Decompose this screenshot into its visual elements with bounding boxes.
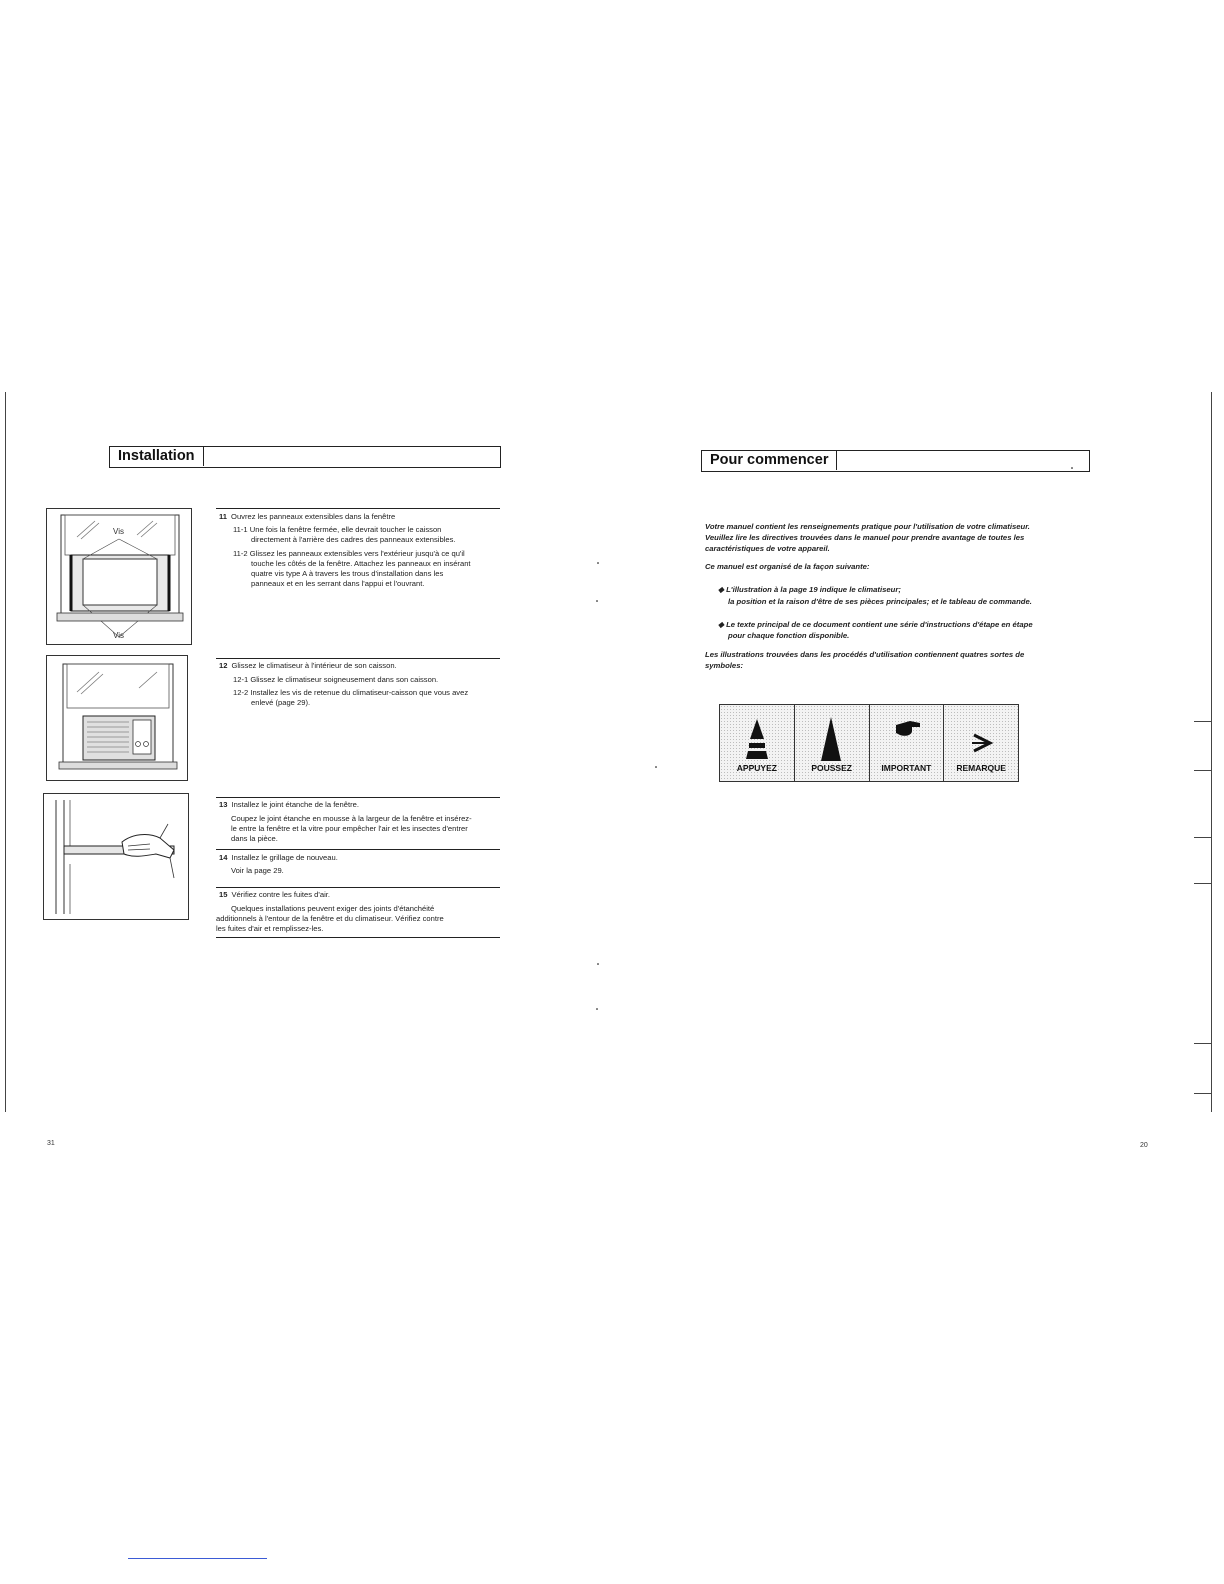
- substep-id: 11-2: [233, 549, 248, 558]
- intro-line: Veuillez lire les directives trouvées dans le manuel pour prendre avantage de toutes les: [705, 533, 1025, 542]
- bullet-item: ◆ Le texte principal de ce document contient une série d'instructions d'étape en étape: [718, 620, 1033, 629]
- symbol-appuyez: [720, 705, 795, 781]
- substep-line: panneaux et en les serrant dans l'appui et l'ouvrant.: [251, 579, 425, 588]
- step-14-text: Installez le grillage de nouveau.: [231, 853, 338, 862]
- step-11: 11 Ouvrez les panneaux extensibles dans la fenêtre: [219, 512, 396, 521]
- step-body-line: Quelques installations peuvent exiger des joints d'étanchéité: [231, 904, 435, 913]
- screw-label-top: Vis: [113, 527, 124, 536]
- symbols-table: [719, 704, 1019, 782]
- scan-speck: [596, 1008, 598, 1010]
- symbol-important: [870, 705, 945, 781]
- step-divider: [216, 508, 500, 509]
- margin-mark: [1194, 721, 1212, 722]
- bullet-line: pour chaque fonction disponible.: [728, 631, 850, 640]
- step-body-line: le entre la fenêtre et la vitre pour empêcher l'air et les insectes d'entrer: [231, 824, 468, 833]
- intro-line: Votre manuel contient les renseignements pratique pour l'utilisation de votre climatiseur.: [705, 522, 1030, 531]
- step-13: 13 Installez le joint étanche de la fenêtre.: [219, 800, 359, 809]
- step-body-line: additionnels à l'entour de la fenêtre et du climatiseur. Vérifiez contre: [216, 914, 444, 923]
- step-15: 15 Vérifiez contre les fuites d'air.: [219, 890, 330, 899]
- symbol-poussez: [795, 705, 870, 781]
- symbol-label: APPUYEZ: [736, 763, 777, 773]
- intro-line: caractéristiques de votre appareil.: [705, 544, 830, 553]
- symbol-label: IMPORTANT: [881, 763, 932, 773]
- bullet-line: la position et la raison d'être de ses pièces principales; et le tableau de commande.: [728, 597, 1032, 606]
- screw-label-bottom: Vis: [113, 631, 124, 640]
- installation-header: [109, 446, 501, 468]
- step-divider: [216, 887, 500, 888]
- scan-underline: [128, 1558, 267, 1559]
- step-body-line: les fuites d'air et remplissez-les.: [216, 924, 324, 933]
- illustrations-line: Les illustrations trouvées dans les procédés d'utilisation contiennent quatres sortes de: [705, 650, 1025, 659]
- margin-mark: [1194, 837, 1212, 838]
- scan-speck: [596, 600, 598, 602]
- bullet-diamond-icon: ◆: [718, 620, 727, 629]
- figure-extension-panels: [46, 508, 192, 645]
- figure-slide-unit: [46, 655, 188, 781]
- symbol-remarque: [944, 705, 1018, 781]
- step-12-text: Glissez le climatiseur à l'intérieur de son caisson.: [231, 661, 397, 670]
- step-12: 12 Glissez le climatiseur à l'intérieur de son caisson.: [219, 661, 397, 670]
- margin-mark: [1194, 1093, 1212, 1094]
- page-title: Installation: [118, 446, 204, 466]
- step-11-text: Ouvrez les panneaux extensibles dans la fenêtre: [231, 512, 396, 521]
- right-page-edge: [1211, 392, 1212, 1112]
- substep-line: Glissez les panneaux extensibles vers l'extérieur jusqu'à ce qu'il: [249, 549, 465, 558]
- page-number-left: 31: [47, 1140, 55, 1147]
- margin-mark: [1194, 883, 1212, 884]
- step-divider: [216, 658, 500, 659]
- step-13-text: Installez le joint étanche de la fenêtre.: [231, 800, 359, 809]
- substep-id: 12-2: [233, 688, 249, 697]
- step-body-line: Coupez le joint étanche en mousse à la largeur de la fenêtre et insérez-: [231, 814, 472, 823]
- page-number-right: 20: [1140, 1142, 1148, 1149]
- page-title: Pour commencer: [710, 450, 837, 470]
- figure-seal-strip: [43, 793, 189, 920]
- step-14: 14 Installez le grillage de nouveau.: [219, 853, 338, 862]
- organization-line: Ce manuel est organisé de la façon suivante:: [705, 562, 870, 571]
- substep-12-2: [233, 688, 468, 698]
- bullet-item: ◆ L'illustration à la page 19 indique le climatiseur;: [718, 585, 901, 594]
- bullet-diamond-icon: ◆: [718, 585, 727, 594]
- substep-id: 11-1: [233, 525, 248, 534]
- scan-speck: [597, 562, 599, 564]
- substep-line: enlevé (page 29).: [251, 698, 311, 707]
- step-15-text: Vérifiez contre les fuites d'air.: [231, 890, 330, 899]
- substep-id: 12-1: [233, 675, 249, 684]
- substep-line: Installez les vis de retenue du climatiseur-caisson que vous avez: [250, 688, 469, 697]
- margin-mark: [1194, 770, 1212, 771]
- illustrations-line: symboles:: [705, 661, 744, 670]
- symbol-label: REMARQUE: [956, 763, 1006, 773]
- substep-line: Une fois la fenêtre fermée, elle devrait toucher le caisson: [249, 525, 442, 534]
- symbol-label: POUSSEZ: [811, 763, 852, 773]
- substep-12-1: [233, 675, 438, 685]
- scan-speck: [597, 963, 599, 965]
- pour-commencer-header: [701, 450, 1090, 472]
- scan-speck: [655, 766, 657, 768]
- substep-11-1: [233, 525, 441, 535]
- step-divider: [216, 849, 500, 850]
- substep-line: quatre vis type A à travers les trous d'installation dans les: [251, 569, 444, 578]
- substep-11-2: [233, 549, 465, 559]
- substep-line: directement à l'arrière des cadres des panneaux extensibles.: [251, 535, 456, 544]
- step-body-line: dans la pièce.: [231, 834, 278, 843]
- step-body-line: Voir la page 29.: [231, 866, 284, 875]
- step-divider: [216, 797, 500, 798]
- substep-line: touche les côtés de la fenêtre. Attachez les panneaux en insérant: [251, 559, 471, 568]
- left-page-edge: [5, 392, 6, 1112]
- margin-mark: [1194, 1043, 1212, 1044]
- step-divider: [216, 937, 500, 938]
- substep-line: Glissez le climatiseur soigneusement dans son caisson.: [250, 675, 439, 684]
